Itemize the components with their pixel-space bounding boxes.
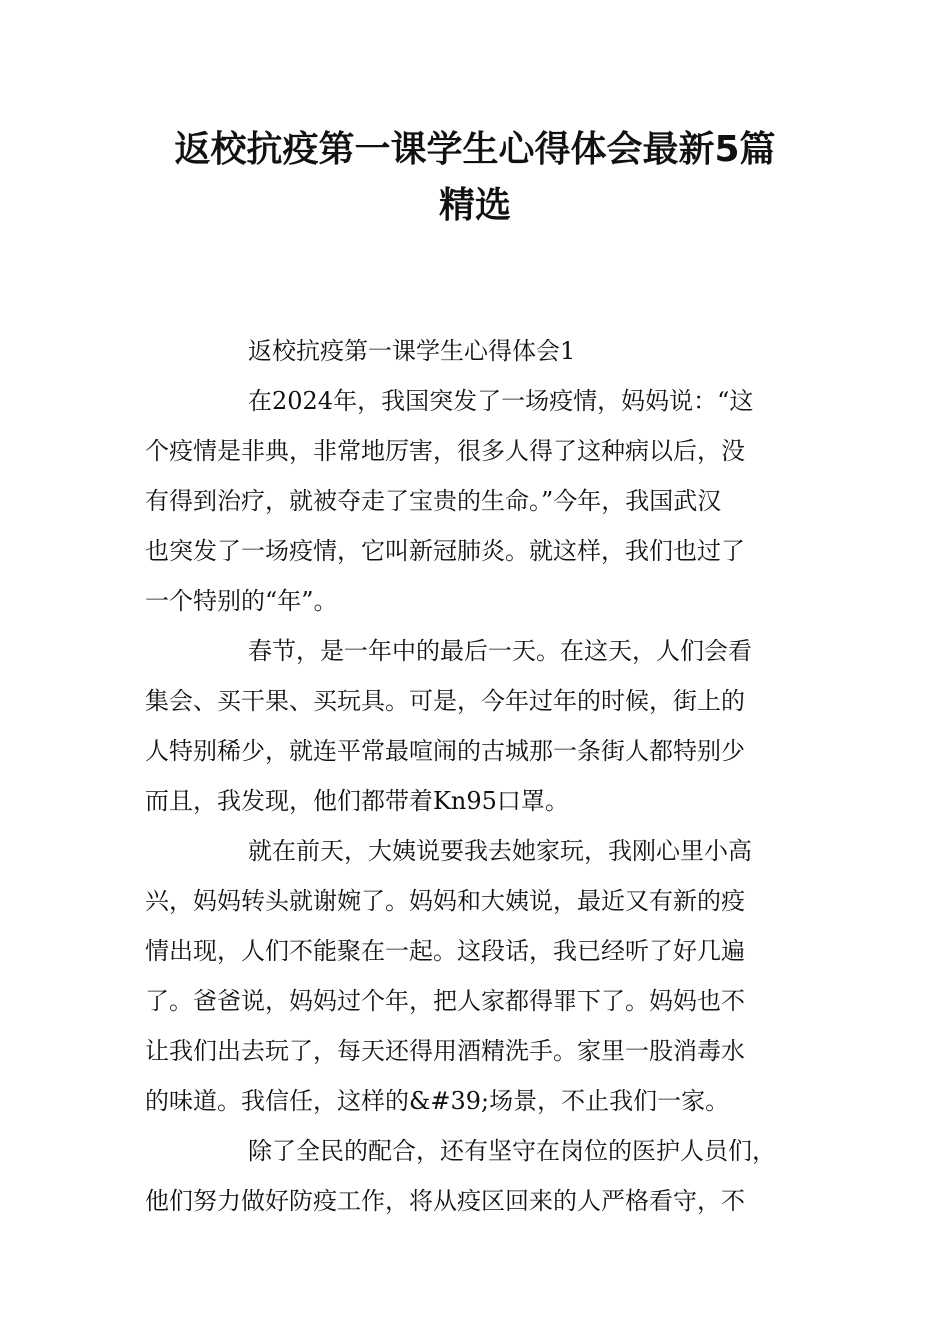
title-line-1: 返校抗疫第一课学生心得体会最新5篇 — [174, 129, 776, 170]
paragraph-line: 春节，是一年中的最后一天。在这天，人们会看 — [248, 637, 752, 665]
paragraph-line: 也突发了一场疫情，它叫新冠肺炎。就这样，我们也过了 — [145, 537, 745, 565]
paragraph-line: 有得到治疗，就被夺走了宝贵的生命。”今年，我国武汉 — [145, 487, 722, 515]
document-body — [145, 326, 825, 1226]
paragraph-line: 的味道。我信任，这样的&#39;场景，不止我们一家。 — [145, 1087, 730, 1115]
paragraph-line: 了。爸爸说，妈妈过个年，把人家都得罪下了。妈妈也不 — [145, 987, 745, 1015]
section-heading: 返校抗疫第一课学生心得体会1 — [248, 337, 576, 365]
paragraph-line: 让我们出去玩了，每天还得用酒精洗手。家里一股消毒水 — [145, 1037, 745, 1065]
paragraph-line: 一个特别的“年”。 — [145, 587, 338, 615]
document-title — [120, 122, 830, 234]
paragraph-line: 兴，妈妈转头就谢婉了。妈妈和大姨说，最近又有新的疫 — [145, 887, 745, 915]
title-line-2: 精选 — [438, 185, 511, 226]
paragraph-line: 就在前天，大姨说要我去她家玩，我刚心里小高 — [248, 837, 752, 865]
paragraph-line: 他们努力做好防疫工作，将从疫区回来的人严格看守，不 — [145, 1187, 745, 1215]
paragraph-line: 集会、买干果、买玩具。可是，今年过年的时候，街上的 — [145, 687, 745, 715]
paragraph-1 — [145, 376, 825, 626]
paragraph-line: 情出现，人们不能聚在一起。这段话，我已经听了好几遍 — [145, 937, 745, 965]
paragraph-line: 除了全民的配合，还有坚守在岗位的医护人员们， — [248, 1137, 776, 1165]
paragraph-line: 个疫情是非典，非常地厉害，很多人得了这种病以后，没 — [145, 437, 745, 465]
paragraph-line: 人特别稀少，就连平常最喧闹的古城那一条街人都特别少 — [145, 737, 745, 765]
paragraph-line: 在2024年，我国突发了一场疫情，妈妈说：“这 — [248, 387, 754, 415]
paragraph-3 — [145, 826, 825, 1126]
paragraph-line: 而且，我发现，他们都带着Kn95口罩。 — [145, 787, 569, 815]
paragraph-4 — [145, 1126, 825, 1226]
paragraph-2 — [145, 626, 825, 826]
